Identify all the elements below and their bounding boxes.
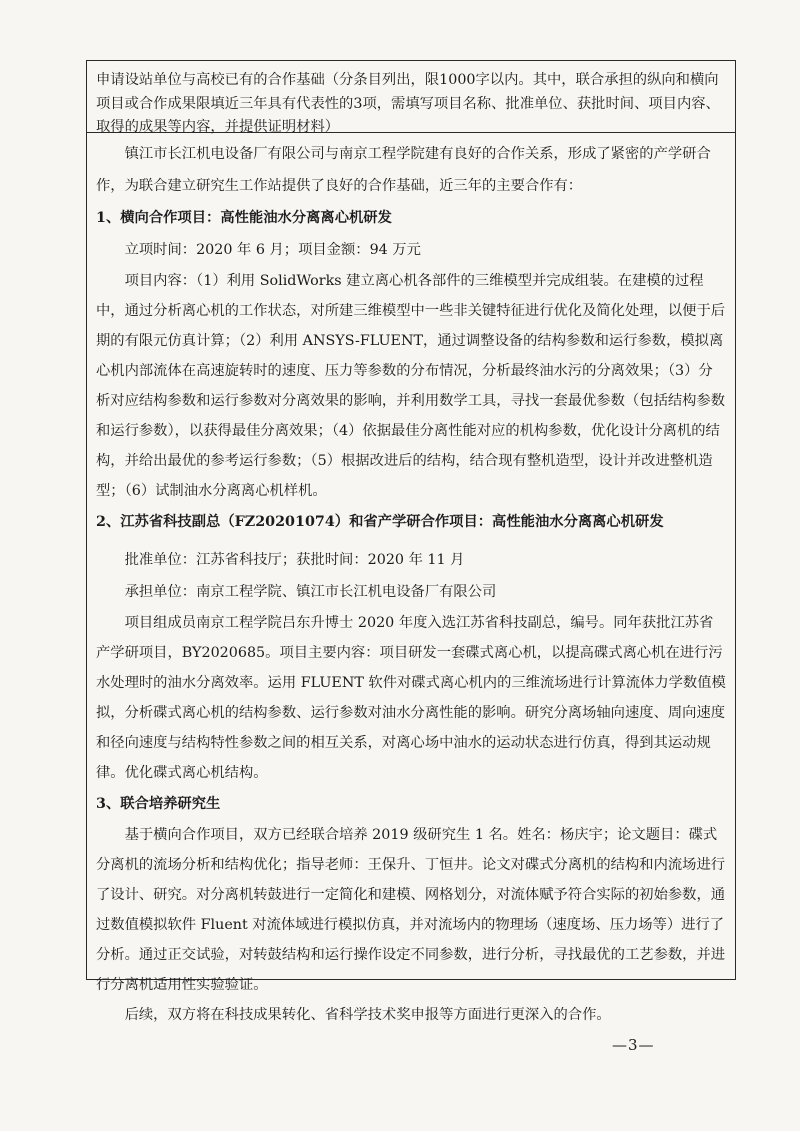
table-body-cell <box>87 133 735 1023</box>
section-1-meta: 立项时间：2020 年 6 月；项目金额：94 万元 <box>124 242 421 258</box>
section-3-content: 基于横向合作项目，双方已经联合培养 2019 级研究生 1 名。姓名：杨庆宇；论文题目：碟式分离机的流场分析和结构优化；指导老师：王保升、丁恒井。论文对碟式分离机的结构和内流场进行了设计、研究。对分离机转鼓进行一定简化和建模、网格划分，对流体赋予符合实际的初始参数，通过数值模拟软件 Fluent 对流体域进行模拟仿真，并对流场内的物理场（速度场、压力场等）进行了分析。通过正交试验，对转鼓结构和运行操作设定不同参数，进行分析，寻找最优的工艺参数，并进行分离机适用性实验验证。 <box>96 827 726 993</box>
section-1-content: 项目内容：（1）利用 SolidWorks 建立离心机各部件的三维模型并完成组装。在建模的过程中，通过分析离心机的工作状态，对所建三维模型中一些非关键特征进行优化及简化处理，以便于后期的有限元仿真计算；（2）利用 ANSYS-FLUENT，通过调整设备的结构参数和运行参数，模拟离心机内部流体在高速旋转时的速度、压力等参数的分布情况，分析最终油水污的分离效果；（3）分析对应结构参数和运行参数对分离效果的影响，并利用数学工具，寻找一套最优参数（包括结构参数和运行参数），以获得最佳分离效果；（4）依据最佳分离性能对应的机构参数，优化设计分离机的结构，并给出最优的参考运行参数；（5）根据改进后的结构，结合现有整机造型，设计并改进整机造型；（6）试制油水分离离心机样机。 <box>96 273 726 499</box>
intro-paragraph: 镇江市长江机电设备厂有限公司与南京工程学院建有良好的合作关系，形成了紧密的产学研合作，为联合建立研究生工作站提供了良好的合作基础，近三年的主要合作有： <box>96 146 711 194</box>
section-1-heading: 1、横向合作项目：高性能油水分离离心机研发 <box>96 210 392 226</box>
section-2-heading: 2、江苏省科技副总（FZ20201074）和省产学研合作项目：高性能油水分离离心机研发 <box>96 514 664 530</box>
section-3-heading: 3、联合培养研究生 <box>96 796 221 812</box>
form-table <box>86 60 736 1023</box>
section-2-undertaker: 承担单位：南京工程学院、镇江市长江机电设备厂有限公司 <box>124 584 497 600</box>
table-header-cell: 申请设站单位与高校已有的合作基础（分条目列出，限1000字以内。其中，联合承担的纵向和横向项目或合作成果限填近三年具有代表性的3项，需填写项目名称、批准单位、获批时间、项目内容、取得的成果等内容，并提供证明材料） <box>87 61 735 133</box>
section-2-content: 项目组成员南京工程学院吕东升博士 2020 年度入选江苏省科技副总，编号。同年获批江苏省产学研项目，BY2020685。项目主要内容：项目研发一套碟式离心机，以提高碟式离心机在进行污水处理时的油水分离效率。运用 FLUENT 软件对碟式离心机内的三维流场进行计算流体力学数值模拟，分析碟式离心机的结构参数、运行参数对油水分离性能的影响。研究分离场轴向速度、周向速度和径向速度与结构特性参数之间的相互关系，对离心场中油水的运动状态进行仿真，得到其运动规律。优化碟式离心机结构。 <box>96 615 726 781</box>
section-2-approval: 批准单位：江苏省科技厅；获批时间：2020 年 11 月 <box>124 552 465 568</box>
section-3-closing: 后续，双方将在科技成果转化、省科学技术奖申报等方面进行更深入的合作。 <box>124 1007 611 1023</box>
page-number: —3— <box>612 1036 655 1054</box>
